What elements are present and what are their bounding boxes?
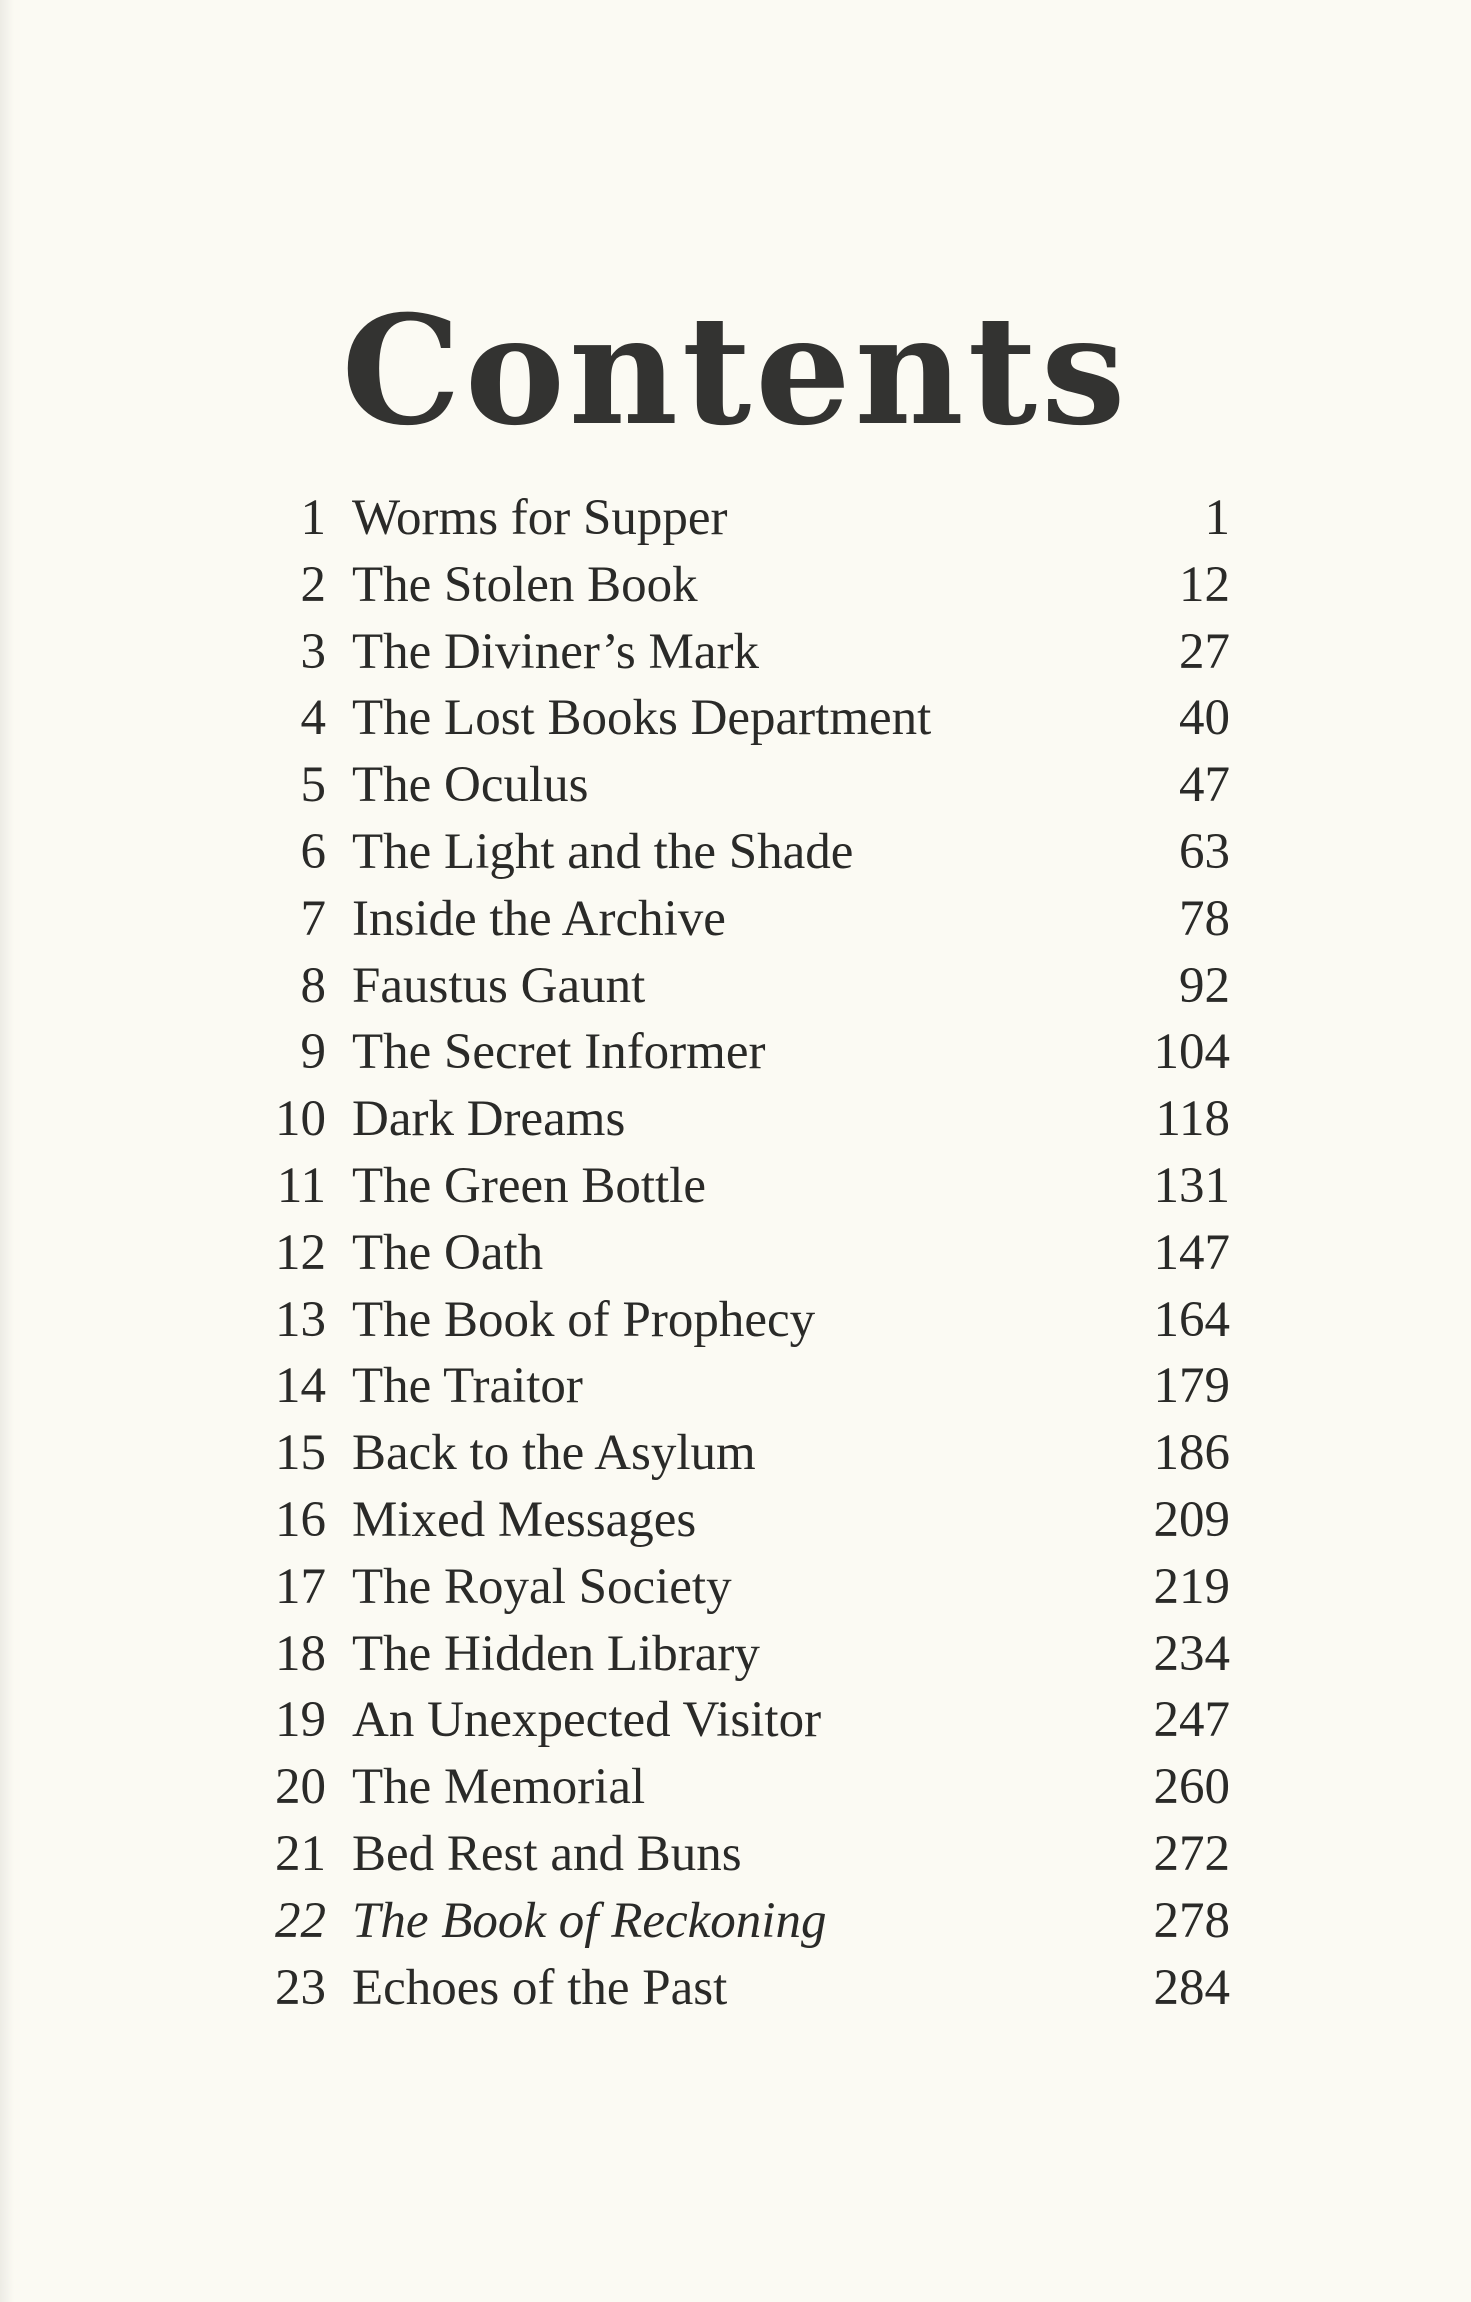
chapter-title: An Unexpected Visitor bbox=[352, 1692, 822, 1749]
chapter-title: Bed Rest and Buns bbox=[352, 1825, 742, 1882]
toc-entry bbox=[260, 1019, 1230, 1086]
chapter-number: 18 bbox=[275, 1625, 326, 1682]
chapter-number: 17 bbox=[275, 1558, 326, 1615]
chapter-title: Mixed Messages bbox=[352, 1491, 697, 1548]
chapter-title: Dark Dreams bbox=[352, 1091, 626, 1148]
page-number: 272 bbox=[1153, 1825, 1230, 1882]
chapter-number: 19 bbox=[275, 1692, 326, 1749]
chapter-number: 11 bbox=[276, 1157, 326, 1214]
toc-entry bbox=[260, 1821, 1230, 1888]
page-number: 164 bbox=[1153, 1291, 1230, 1348]
chapter-number: 22 bbox=[275, 1892, 326, 1949]
chapter-title: Faustus Gaunt bbox=[352, 957, 646, 1014]
page-number: 179 bbox=[1153, 1358, 1230, 1415]
chapter-title: The Traitor bbox=[352, 1358, 583, 1415]
chapter-number: 16 bbox=[275, 1491, 326, 1548]
chapter-number: 1 bbox=[300, 490, 326, 546]
chapter-number: 15 bbox=[275, 1425, 326, 1482]
chapter-title: The Secret Informer bbox=[352, 1024, 766, 1081]
page-number: 92 bbox=[1179, 957, 1230, 1014]
page-number: 284 bbox=[1153, 1959, 1230, 2016]
chapter-number: 5 bbox=[300, 757, 326, 814]
page-number: 78 bbox=[1179, 890, 1230, 947]
chapter-title: The Diviner’s Mark bbox=[352, 623, 759, 680]
page-number: 186 bbox=[1153, 1425, 1230, 1482]
chapter-number: 10 bbox=[275, 1091, 326, 1148]
chapter-title: The Lost Books Department bbox=[352, 690, 932, 747]
chapter-title: The Green Bottle bbox=[352, 1157, 707, 1214]
toc-entry bbox=[260, 953, 1230, 1020]
contents-list bbox=[260, 485, 1230, 2021]
toc-entry bbox=[260, 1754, 1230, 1821]
chapter-title: Worms for Supper bbox=[352, 490, 728, 546]
toc-entry bbox=[260, 619, 1230, 686]
toc-entry bbox=[260, 1420, 1230, 1487]
chapter-title: Echoes of the Past bbox=[352, 1959, 728, 2016]
chapter-number: 12 bbox=[275, 1224, 326, 1281]
chapter-title: Back to the Asylum bbox=[352, 1425, 756, 1482]
toc-entry bbox=[260, 685, 1230, 752]
toc-entry bbox=[260, 1687, 1230, 1754]
toc-entry bbox=[260, 485, 1230, 552]
toc-entry bbox=[260, 552, 1230, 619]
chapter-title: The Book of Reckoning bbox=[352, 1892, 827, 1949]
toc-entry bbox=[260, 1353, 1230, 1420]
page-number: 260 bbox=[1153, 1759, 1230, 1816]
page-number: 147 bbox=[1153, 1224, 1230, 1281]
page-number: 247 bbox=[1153, 1692, 1230, 1749]
toc-entry bbox=[260, 1888, 1230, 1955]
toc-entry bbox=[260, 1153, 1230, 1220]
chapter-number: 4 bbox=[300, 690, 326, 747]
toc-entry bbox=[260, 1554, 1230, 1621]
page-number: 12 bbox=[1179, 556, 1230, 613]
chapter-title: Inside the Archive bbox=[352, 890, 726, 947]
chapter-number: 21 bbox=[275, 1825, 326, 1882]
page-number: 118 bbox=[1155, 1091, 1230, 1148]
page-number: 219 bbox=[1153, 1558, 1230, 1615]
chapter-title: The Stolen Book bbox=[352, 556, 698, 613]
page-number: 104 bbox=[1153, 1024, 1230, 1081]
toc-entry bbox=[260, 1220, 1230, 1287]
toc-entry bbox=[260, 1287, 1230, 1354]
chapter-number: 14 bbox=[275, 1358, 326, 1415]
toc-entry bbox=[260, 1086, 1230, 1153]
page-number: 27 bbox=[1179, 623, 1230, 680]
chapter-number: 13 bbox=[275, 1291, 326, 1348]
chapter-number: 20 bbox=[275, 1759, 326, 1816]
chapter-number: 6 bbox=[300, 823, 326, 880]
page-number: 278 bbox=[1153, 1892, 1230, 1949]
chapter-title: The Royal Society bbox=[352, 1558, 732, 1615]
chapter-number: 7 bbox=[300, 890, 326, 947]
page-number: 234 bbox=[1153, 1625, 1230, 1682]
page-number: 1 bbox=[1204, 490, 1230, 546]
page-number: 40 bbox=[1179, 690, 1230, 747]
page-number: 209 bbox=[1153, 1491, 1230, 1548]
page-number: 131 bbox=[1153, 1157, 1230, 1214]
page-number: 63 bbox=[1179, 823, 1230, 880]
chapter-title: The Oath bbox=[352, 1224, 544, 1281]
toc-entry bbox=[260, 752, 1230, 819]
chapter-title: The Memorial bbox=[352, 1759, 646, 1816]
chapter-number: 9 bbox=[300, 1024, 326, 1081]
chapter-title: The Oculus bbox=[352, 757, 589, 814]
page-number: 47 bbox=[1179, 757, 1230, 814]
toc-entry bbox=[260, 886, 1230, 953]
chapter-number: 8 bbox=[300, 957, 326, 1014]
chapter-number: 23 bbox=[275, 1959, 326, 2016]
chapter-number: 2 bbox=[300, 556, 326, 613]
toc-entry bbox=[260, 1955, 1230, 2022]
toc-entry bbox=[260, 819, 1230, 886]
chapter-title: The Hidden Library bbox=[352, 1625, 760, 1682]
toc-entry bbox=[260, 1487, 1230, 1554]
chapter-number: 3 bbox=[300, 623, 326, 680]
chapter-title: The Book of Prophecy bbox=[352, 1291, 816, 1348]
toc-entry bbox=[260, 1621, 1230, 1688]
page-title: Contents bbox=[341, 282, 1130, 459]
chapter-title: The Light and the Shade bbox=[352, 823, 854, 880]
